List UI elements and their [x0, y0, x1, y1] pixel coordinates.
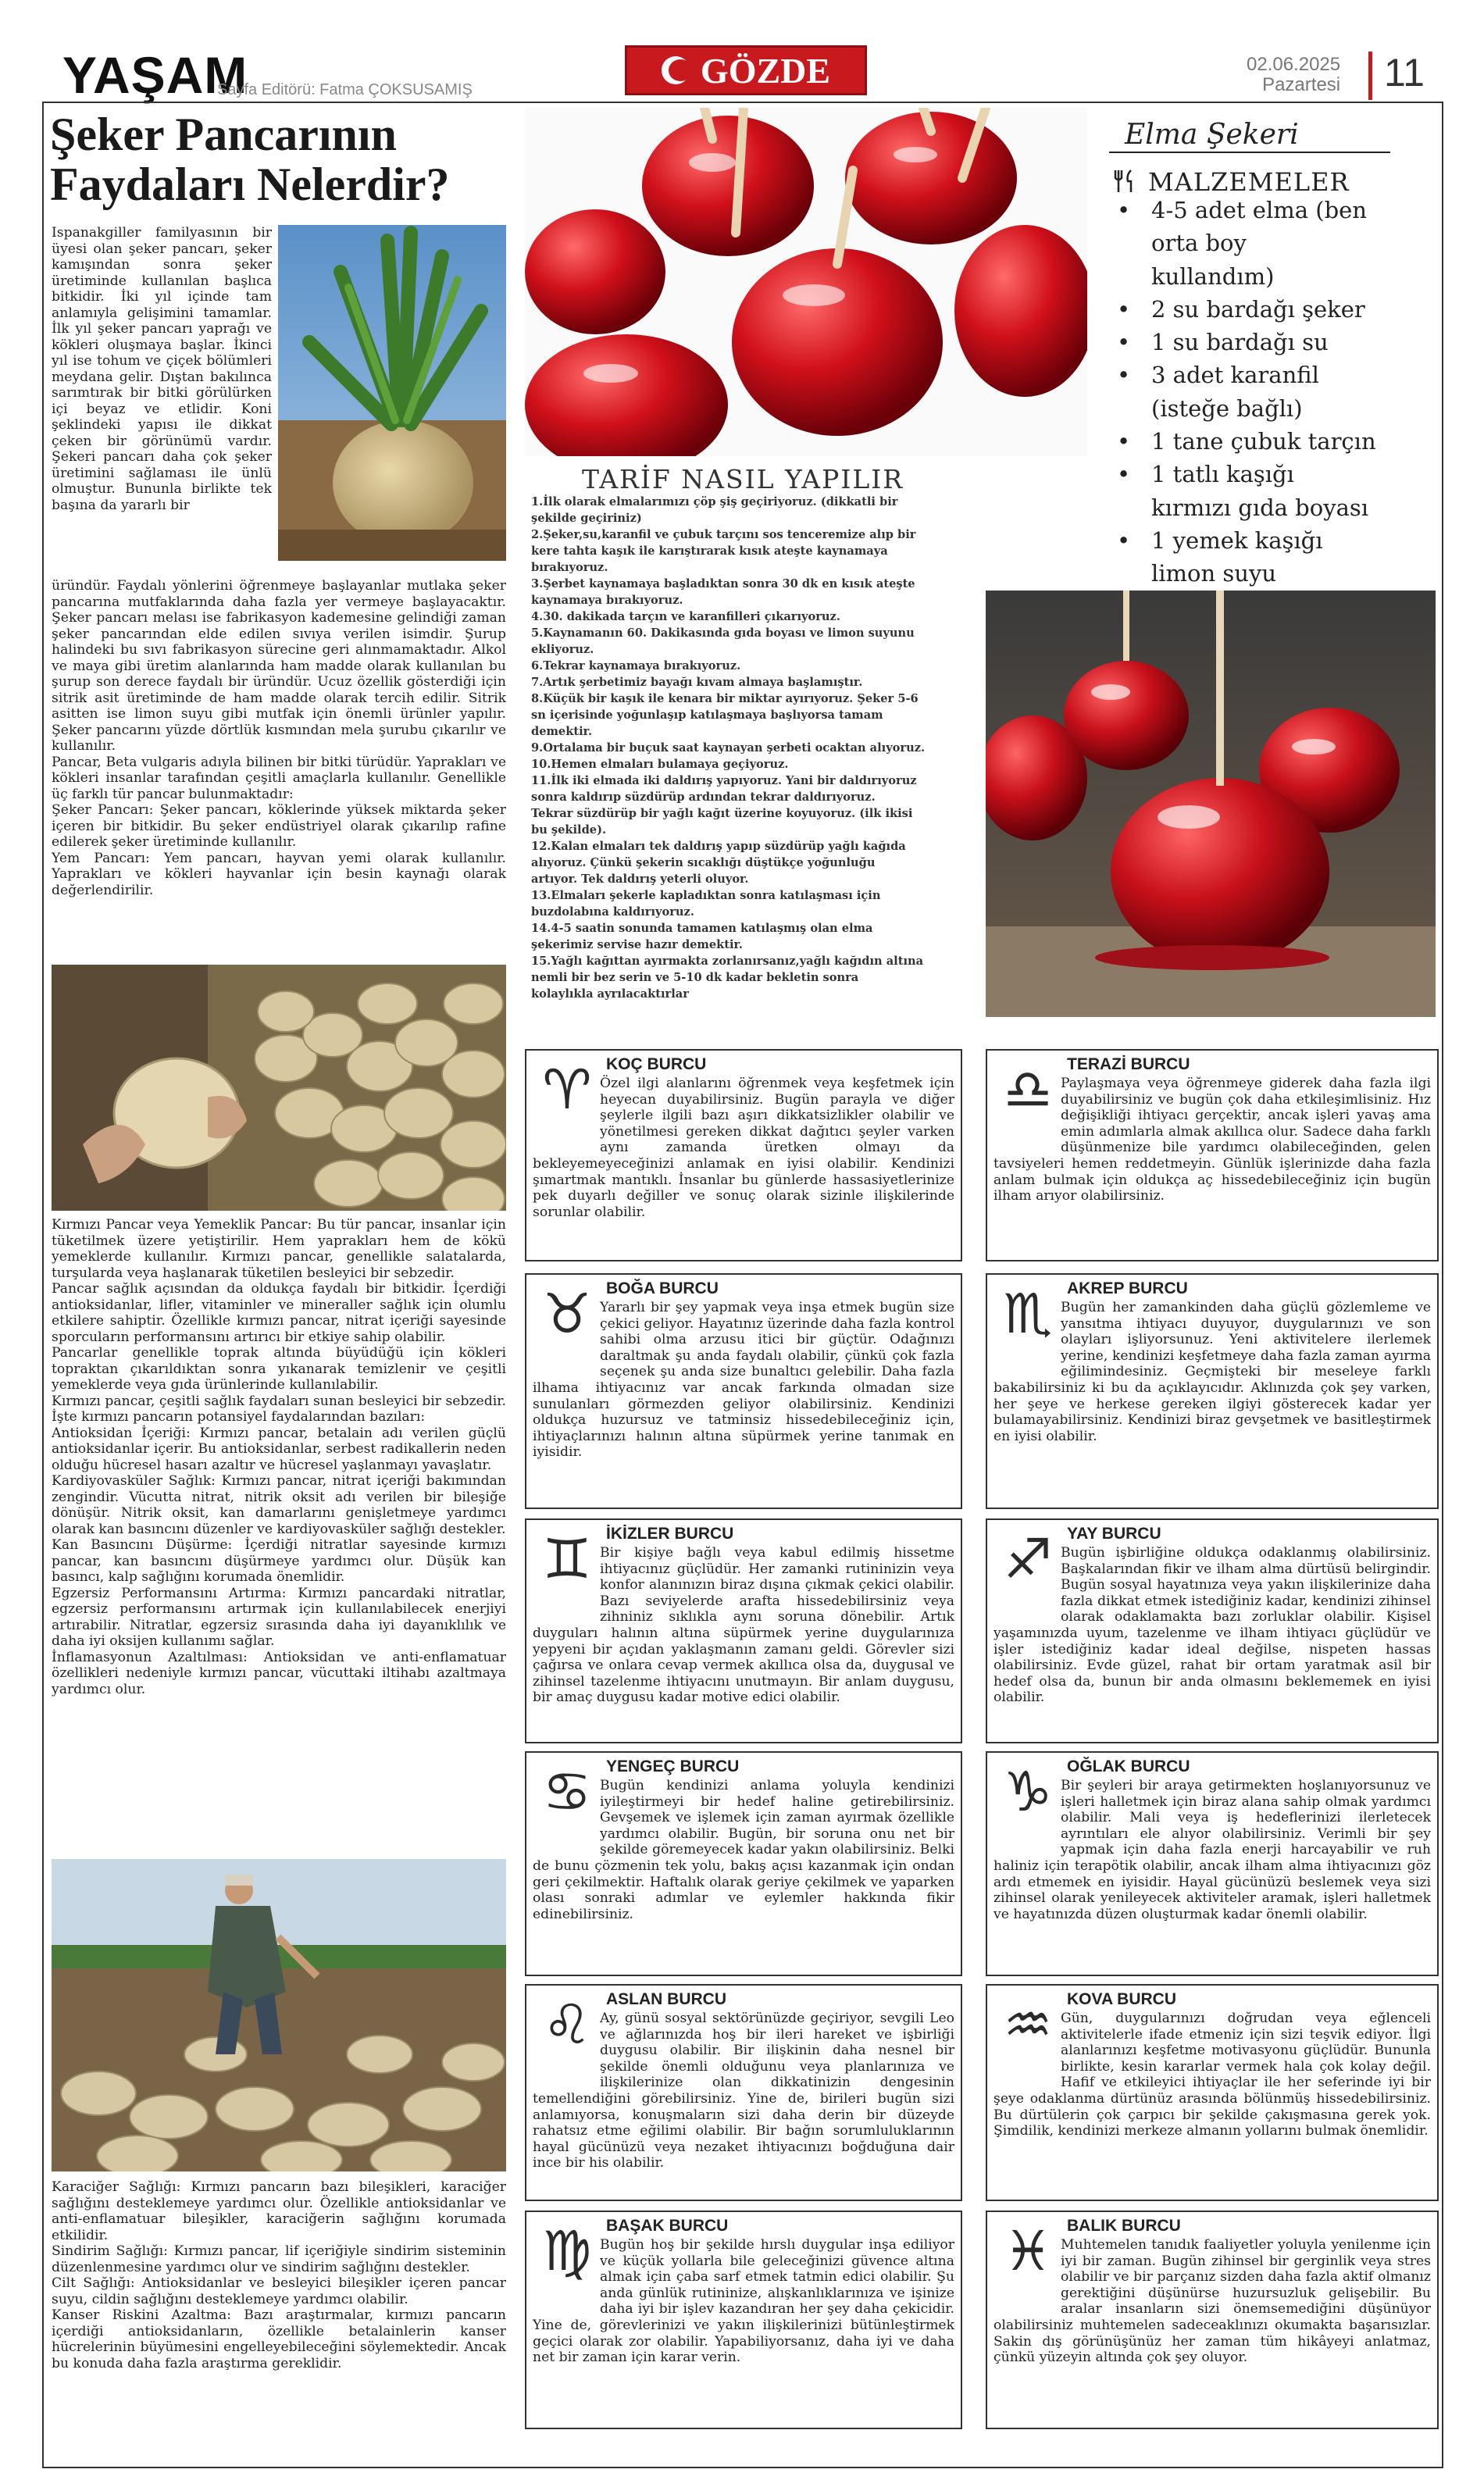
recipe-step-line: 14.4-5 saatin sonunda tamamen katılaşmış olan elma: [531, 922, 873, 935]
newspaper-logo: [625, 45, 867, 95]
horoscope-text-body: Bir kişiye bağlı veya kabul edilmiş hissetme ihtiyacınız güçlüdür. Her zamanki rutininizin veya konfor alanınızın biraz dışına çıkmak çekici olabilir. Bazı seviyelerde arafta hissedebilirsiniz veya zihniniz sıklıkla aynı soruna dönebilir. Artık duyguları halının altına süpürmek yerine duygularınıza yepyeni bir açıdan yaklaşmanın zamanı geldi. Görevler sizi çağırsa ve onlara cevap vermek akıllıca olsa da, duygusal ve zihinsel tazelenme ihtiyacını unutmayın. Bir anlam duygusu, bir amaç duygusu kadar motive edici olabilir.: [533, 1545, 954, 1706]
horoscope-box: [986, 2211, 1439, 2429]
recipe-step-line: 5.Kaynamanın 60. Dakikasında gıda boyası ve limon suyunu: [531, 626, 915, 640]
article-paragraph: Pancarlar genellikle toprak altında büyüdüğü için kökleri topraktan çıkarıldıktan sonra yıkanarak temizlenir ve çeşitli yemeklerde veya gıda ürünlerinde kullanılabilir.: [52, 1345, 506, 1393]
horoscope-sign-name: İKİZLER BURCU: [606, 1525, 734, 1543]
horoscope-text: [993, 1300, 1431, 1444]
horoscope-text-body: Bugün işbirliğine oldukça odaklanmış olabilirsiniz. Başkalarından fikir ve ilham alma dürtüsü belirgindir. Bugün sosyal hayatınıza veya yakın ilişkilerinize daha fazla dikkat etmek istediğiniz kadar, kendinizi zihinsel olarak odaklamakta bazı zorluklar olabilir. Kişisel yaşamınızda uyum, tazelenme ve ilham ihtiyacı güçlüdür ve işler istediğiniz kadar ideal değilse, nispeten hassas olabilirsiniz. Evde güzel, rahat bir ortam yaratmak asil bir hedef olsa da, bunun bir anda olmasını beklememek en iyisi olabilir.: [993, 1545, 1431, 1706]
recipe-step-line: 7.Artık şerbetimiz bayağı kıvam almaya başlamıştır.: [531, 676, 863, 689]
ingredients-list: [1117, 194, 1437, 591]
symbol-spacer: [533, 1545, 600, 1617]
article-paragraph: üründür. Faydalı yönlerini öğrenmeye başlayanlar mutlaka şeker pancarına mutfaklarında daha fazla yer vermeye başlayacaktır. Şeker pancarı melası ise fabrikasyon kademesine gelindiği zaman şeker pancarından elde edilen sıvıya verilen isimdir. Şurup halindeki bu sıvı fabrikasyon sürecine geri alınmamaktadır. Alkol ve maya gibi üretim alanlarında ham madde olarak kullanılan bu şurup son derece faydalı bir üründür. Ucuz özellik gösterdiği için sitrik asit üretiminde de ham madde olarak tercih edilir. Sitrik asitten ise limon suyu gibi mutfak için önemli ürünler yapılır. Şeker pancarını yüzde dörtlük kısmından mela şurubu çıkarılır ve kullanılır.: [52, 578, 506, 754]
article-paragraph: Sindirim Sağlığı: Kırmızı pancar, lif içeriğiyle sindirim sisteminin düzenlenmesine yardımcı olur ve sindirim sağlığını destekler.: [52, 2243, 506, 2275]
horoscope-text: [533, 1076, 954, 1220]
symbol-spacer: [533, 1778, 600, 1850]
recipe-step-line: kolaylıkla ayrılacaktırlar: [531, 987, 689, 1001]
horoscope-text-body: Özel ilgi alanlarını öğrenmek veya keşfetmek için heyecan duyabilirsiniz. Bugün parayla ve diğer şeylerle ilgili bazı aşırı dikkatsizlikler olabilir ve yönetilmesi gereken dikkat dağıtıcı şeyler varken aynı zamanda üretken olmayı da bekleyemeyeceğinizi anlamak en iyisi olabilir. Kendinizi şımartmak mantıklı. İnsanlar bu günlerde hassasiyetlerinize pek duyarlı değiller ve sonuç olarak sizinle ilişkilerinde sorunlar olabilir.: [533, 1076, 954, 1220]
horoscope-text: [993, 1545, 1431, 1706]
recipe-step-line: 8.Küçük bir kaşık ile kenara bir miktar ayırıyoruz. Şeker 5-6: [531, 692, 919, 705]
recipe-step-line: 3.Şerbet kaynamaya başladıktan sonra 30 dk en kısık ateşte: [531, 577, 915, 591]
horoscope-sign-name: BOĞA BURCU: [606, 1279, 719, 1297]
recipe-step-line: bırakıyoruz.: [531, 561, 608, 574]
horoscope-sign-name: BAŞAK BURCU: [606, 2217, 729, 2235]
aquarius-icon: ♒: [1003, 1993, 1053, 2057]
single-candy-apple-photo: [986, 591, 1436, 1017]
horoscope-text: [533, 1545, 954, 1706]
date-text: 02.06.2025: [1247, 54, 1341, 75]
virgo-icon: ♍: [542, 2219, 592, 2283]
article-paragraph: Kırmızı Pancar veya Yemeklik Pancar: Bu tür pancar, insanlar için tüketilmek üzere yetiştirilir. Hem yaprakları hem de kökü yemeklerde kullanılır. Kırmızı pancar, genellikle salatalarda, turşularda veya haşlanarak tüketilen besleyici bir sebzedir.: [52, 1217, 506, 1281]
article-paragraph: Karaciğer Sağlığı: Kırmızı pancarın bazı bileşikleri, karaciğer sağlığını desteklemeye yardımcı olur. Özellikle antioksidanlar ve anti-enflamatuar bileşikler, karaciğerin sağlığını korumada etkilidir.: [52, 2179, 506, 2243]
horoscope-box: [525, 2211, 962, 2429]
article-paragraph: Egzersiz Performansını Artırma: Kırmızı pancardaki nitratlar, egzersiz performansını artırmak için kullanılabilecek enerjiyi artırabilir. Nitratlar, egzersiz sırasında daha iyi dayanıklılık ve daha iyi oksijen kullanımı sağlar.: [52, 1585, 506, 1649]
horoscope-text: [533, 1778, 954, 1922]
recipe-step-line: Tekrar süzdürüp bir yağlı kağıt üzerine koyuyoruz. (ilk ikisi: [531, 807, 913, 820]
recipe-step-line: 1.İlk olarak elmalarımızı çöp şiş geçiriyoruz. (dikkatli bir: [531, 495, 898, 508]
recipe-step-line: demektir.: [531, 725, 593, 738]
symbol-spacer: [993, 1076, 1061, 1147]
recipe-step-line: 13.Elmaları şekerle kapladıktan sonra katılaşması için: [531, 889, 881, 902]
symbol-spacer: [533, 2237, 600, 2309]
recipe-step-line: kaynamaya bırakıyoruz.: [531, 594, 683, 607]
article-body: [52, 1217, 506, 1697]
article-paragraph: Pancar, Beta vulgaris adıyla bilinen bir bitki türüdür. Yaprakları ve kökleri insanlar tarafından çeşitli amaçlarla kullanılır. Genellikle üç farklı tür pancar bulunmaktadır:: [52, 754, 506, 802]
recipe-step-line: 4.30. dakikada tarçın ve karanfilleri çıkarıyoruz.: [531, 610, 840, 623]
weekday-text: Pazartesi: [1262, 74, 1341, 95]
recipe-step-line: şekilde geçiriniz): [531, 512, 642, 525]
recipe-step-line: sn içerisinde yoğunlaşıp katılaşmaya başlıyorsa tamam: [531, 708, 883, 722]
horoscope-text-body: Bugün hoş bir şekilde hırslı duygular inşa ediliyor ve küçük yollarla bile geleceğinizi güvence altına almak için çaba sarf etmek tatmin edici olabilir. Şu anda günlük rutininize, alışkanlıklarınıza ve işinize daha iyi bir işlev kazandıran her şey daha çekicidir. Yine de, görevlerinizi ve yakın ilişkilerinizi bütünleştirmek geçici olarak zor olabilir. Yapabiliyorsanız, daha iyi ve daha net bir zaman için karar verin.: [533, 2237, 954, 2366]
horoscope-sign-name: KOÇ BURCU: [606, 1055, 707, 1073]
ingredient-item: kullandım): [1151, 262, 1275, 290]
recipe-step-line: kere tahta kaşık ile karıştırarak kısık ateşte kaynamaya: [531, 544, 888, 558]
horoscope-text-body: Paylaşmaya veya öğrenmeye giderek daha fazla ilgi duyabilirsiniz ve bugün çok daha etkileşimlisiniz. Hız değişikliği ihtiyacı gerçektir, ancak işleri yavaş ama emin adımlarla almak akıllıca olur. Sadece daha farklı düşünmenize bile yardımcı olabileceğinden, gelen tavsiyeleri hemen reddetmeyin. Günlük işlerinizde daha fazla anlam bulmak için oldukça aç hissedebileceğiniz için bugün ilham arıyor olabilirsiniz.: [993, 1076, 1431, 1204]
logo-text: GÖZDE: [700, 50, 831, 91]
symbol-spacer: [533, 1076, 600, 1147]
horoscope-box: [986, 1984, 1439, 2201]
symbol-spacer: [993, 1778, 1061, 1850]
recipe-step-line: alıyoruz. Çünkü şekerin sıcaklığı düştükçe yoğunluğu: [531, 856, 876, 869]
horoscope-text: [533, 2237, 954, 2366]
recipe-step-line: 11.İlk iki elmada iki daldırış yapıyoruz. Yani bir daldırıyoruz: [531, 774, 917, 787]
article-title-line: Faydaları Nelerdir?: [50, 159, 450, 210]
capricorn-icon: ♑: [1003, 1760, 1053, 1824]
ingredient-item: • 1 tatlı kaşığı: [1117, 458, 1437, 491]
leo-icon: ♌: [542, 1993, 592, 2057]
section-title: YAŞAM: [62, 46, 248, 104]
recipe-step-line: buzdolabına kaldırıyoruz.: [531, 905, 694, 919]
horoscope-sign-name: KOVA BURCU: [1067, 1990, 1176, 2008]
article-paragraph: Şeker Pancarı: Şeker pancarı, köklerinde yüksek miktarda şeker içeren bir bitkidir. Bu şeker endüstriyel olarak çıkarılıp rafine edilerek şeker üretiminde kullanılır.: [52, 802, 506, 850]
horoscope-text-body: Ay, günü sosyal sektörünüzde geçiriyor, sevgili Leo ve ağlarınızda hoş bir ileri hareket ve işbirliği duygusu olabilir. Bir ilişkinin daha nesnel bir şekilde önemli olduğunu veya planlarınıza ve ilişkilerinize olan dikkatinizin dengesinin temellendiğini görebilirsiniz. Yine de, birileri bugün sizi anlamıyorsa, konuşmaların sizi daha derin bir düzeyde rahatsız etme eğilimi olabilir. Bir bağın sorumluluklarının hayal gücünüzü veya nezaket ihtiyacınızı boğduğuna dair ince bir his olabilir.: [533, 2011, 954, 2171]
horoscope-text-body: Bugün her zamankinden daha güçlü gözlemleme ve yansıtma ihtiyacı duyuyor, duygularınızı ve son olayları işliyorsunuz. Yeni aktivitelere ilerlemek yerine, kendinizi keşfetmeye daha fazla zaman ayırma eğilimindesiniz. Geçmişteki bir meseleye farklı bakabilirsiniz ki bu da açıklayıcıdır. Aklınızda çok şey varken, her şeye ve herkese gereken ilgiyi gösterecek kadar yer bulamayabilirsiniz. Kendinizi biraz gevşetmek ve basitleştirmek en iyisi olabilir.: [993, 1300, 1431, 1444]
horoscope-sign-name: YENGEÇ BURCU: [606, 1757, 740, 1775]
article-paragraph: Kardiyovasküler Sağlık: Kırmızı pancar, nitrat içeriği bakımından zengindir. Vücutta nitrat, nitrik oksit adı verilen bir bileşiğe dönüşür. Nitrik oksit, kan damarlarını genişletmeye yardımcı olarak kan basıncını düzenler ve kardiyovasküler sağlığı destekler.: [52, 1473, 506, 1537]
ingredient-item: • 1 yemek kaşığı: [1117, 524, 1437, 557]
article-paragraph: Cilt Sağlığı: Antioksidanlar ve besleyici bileşikler içeren pancar suyu, cildin sağlığını desteklemeye yardımcı olabilir.: [52, 2275, 506, 2307]
cutlery-icon: [1112, 169, 1139, 195]
symbol-spacer: [993, 2237, 1061, 2309]
horoscope-text-body: Bir şeyleri bir araya getirmekten hoşlanıyorsunuz ve işleri halletmek için biraz alana sahip olmak yardımcı olabilir. Mali veya iş hedeflerinizi ilerletecek ayrıntıları ele alıyor olabilirsiniz. Verimli bir şey yapmak için daha fazla enerji harcayabilir ve ruh haliniz için terapötik olabilir, ancak ilham alma ihtiyacınızı göz ardı etmemek en iyisidir. Hayal gücünüzü beslemek veya sizi zihinsel olarak yenileyecek aktiviteler aramak, işleri halletmek ve hayatınızda düzen oluşturmak kadar önemli olabilir.: [993, 1778, 1431, 1922]
ingredient-item: orta boy: [1151, 230, 1247, 257]
ingredient-item: • 4-5 adet elma (ben: [1117, 194, 1437, 227]
symbol-spacer: [993, 2011, 1061, 2082]
horoscope-box: [525, 1984, 962, 2201]
horoscope-text: [533, 2011, 954, 2171]
method-steps: [531, 494, 945, 1002]
ingredient-item: kırmızı gıda boyası: [1151, 494, 1369, 521]
gemini-icon: ♊: [542, 1527, 592, 1591]
horoscope-text: [533, 1300, 954, 1461]
recipe-step-line: artıyor. Tek daldırış yeterli oluyor.: [531, 872, 749, 886]
ingredients-heading: MALZEMELER: [1148, 167, 1350, 197]
ingredient-item: • 2 su bardağı şeker: [1117, 293, 1437, 326]
recipe-step-line: ekliyoruz.: [531, 643, 594, 656]
symbol-spacer: [993, 1545, 1061, 1617]
horoscope-box: [525, 1273, 962, 1509]
farmer-harvest-photo: [52, 1859, 506, 2171]
article-title: [50, 109, 511, 209]
horoscope-box: [986, 1273, 1439, 1509]
horoscope-box: [525, 1049, 962, 1261]
horoscope-sign-name: BALIK BURCU: [1067, 2217, 1181, 2235]
horoscope-box: [986, 1049, 1439, 1261]
article-title-line: Şeker Pancarının: [50, 109, 397, 160]
horoscope-box: [986, 1518, 1439, 1743]
ingredient-item: limon suyu: [1151, 560, 1277, 587]
horoscope-text-body: Bugün kendinizi anlama yoluyla kendinizi iyileştirmeyi bir hedef haline getirebilirsiniz. Gevşemek ve işlemek için zaman ayırmak özellikle yardımcı olabilir. Bugün, bir soruna onu net bir şekilde göremeyecek kadar yakın olabilirsiniz. Belki de bunu çözmenin tek yolu, bakış açısı kazanmak için ondan geri çekilmektir. Haftalık olarak geriye çekilmek ve yaparken olası sonraki adımlar ve eylemler hakkında fikir edinebilirsiniz.: [533, 1778, 954, 1922]
recipe-step-line: 15.Yağlı kağıttan ayırmakta zorlanırsanız,yağlı kağıdın altına: [531, 955, 924, 968]
recipe-step-line: nemli bir bez serin ve 5-10 dk kadar bekletin sonra: [531, 971, 859, 984]
cancer-icon: ♋: [542, 1760, 592, 1824]
pisces-icon: ♓: [1003, 2219, 1053, 2283]
horoscope-sign-name: OĞLAK BURCU: [1067, 1757, 1190, 1775]
horoscope-text-body: Yararlı bir şey yapmak veya inşa etmek bugün size çekici geliyor. Hayatınız üzerinde daha fazla kontrol sahibi olma arzusu itici bir güçtür. Odağınızı daraltmak şu anda faydalı olabilir, çünkü çok fazla seçenek şu anda size bunaltıcı gelebilir. Daha fazla ilhama ihtiyacınız var ancak farkında olmadan size sunulanları görmezden geliyor olabilirsiniz. Kendinizi oldukça huzursuz ve tatminsiz hissedebileceğiniz için, ihtiyaçlarınızı halının altına süpürmek yerine tanımak en iyisidir.: [533, 1300, 954, 1461]
recipe-title-underline: [1109, 152, 1390, 153]
recipe-step-line: bu şekilde).: [531, 823, 607, 837]
article-paragraph: Ispanakgiller familyasının bir üyesi olan şeker pancarı, şeker kamışından sonra şeker üretiminde kullanılan başlıca bitkidir. İki yıl içinde tam anlamıyla gelişimini tamamlar. İlk yıl şeker pancarı yaprağı ve kökleri oluşmaya başlar. İkinci yıl ise tohum ve çiçek bölümleri meydana gelir. Dıştan bakılınca sarımtırak bir bitki görülürken içi beyaz ve etlidir. Koni şeklindeki yapısı ile dikkat çeken bir görünümü vardır. Şekeri pancarı daha çok şeker üretimini sağlaması ile ünlü olmuştur. Bununla birlikte tek başına da yararlı bir: [52, 225, 272, 513]
article-paragraph: Pancar sağlık açısından da oldukça faydalı bir bitkidir. İçerdiği antioksidanlar, lifler, vitaminler ve mineraller sağlık için olumlu etkilere sahiptir. Özellikle kırmızı pancar, nitrat içeriği sayesinde sporcuların performansını artırıcı bir etkiye sahip olabilir.: [52, 1281, 506, 1345]
horoscope-text: [993, 1778, 1431, 1922]
article-paragraph: Kan Basıncını Düşürme: İçerdiği nitratlar sayesinde kırmızı pancar, kan basıncını düşürmeye yardımcı olur. Düşük kan basıncı, kalp sağlığını korumada önemlidir.: [52, 1537, 506, 1585]
horoscope-text: [993, 2011, 1431, 2139]
horoscope-text-body: Gün, duygularınızı doğrudan veya eğlenceli aktivitelerle ifade etmeniz için sizi teşvik ediyor. İlgi alanlarınızı keşfetme motivasyonu güçlüdür. Bununla birlikte, kesin kararlar vermek hala çok kolay değil. Hafif ve etkileyici ihtiyaçlar ile her seferinde iyi bir şeye odaklanma dürtünüz arasında bölünmüş hissedebilirsiniz. Bu dürtülerin çok çarpıcı bir şekilde çakışmasına gerek yok. Şimdilik, kendinizi merkeze almanın yollarını bulmak önemlidir.: [993, 2011, 1431, 2139]
taurus-icon: ♉: [542, 1282, 592, 1346]
header-divider: [1368, 52, 1372, 100]
sagittarius-icon: ♐: [1003, 1527, 1053, 1591]
method-heading: TARİF NASIL YAPILIR: [582, 464, 904, 494]
ingredient-item: • 1 tane çubuk tarçın: [1117, 425, 1437, 458]
horoscope-text: [993, 1076, 1431, 1204]
article-paragraph: İnflamasyonun Azaltılması: Antioksidan ve anti-enflamatuar özellikleri nedeniyle kırmızı pancar, vücuttaki iltihabı azaltmaya yardımcı olur.: [52, 1649, 506, 1697]
horoscope-box: [525, 1518, 962, 1743]
page-editor: Sayfa Editörü: Fatma ÇOKSUSAMIŞ: [217, 81, 473, 98]
article-paragraph: Yem Pancarı: Yem pancarı, hayvan yemi olarak kullanılır. Yaprakları ve kökleri hayvanlar için besin kaynağı olarak değerlendirilir.: [52, 850, 506, 898]
recipe-step-line: 2.Şeker,su,karanfil ve çubuk tarçını sos tenceremize alıp bir: [531, 528, 916, 541]
ingredient-item: (isteğe bağlı): [1151, 394, 1303, 422]
recipe-step-line: şekerimiz servise hazır demektir.: [531, 938, 743, 951]
issue-date: [1247, 55, 1340, 95]
horoscope-sign-name: TERAZİ BURCU: [1067, 1055, 1190, 1073]
symbol-spacer: [533, 1300, 600, 1372]
scorpio-icon: ♏: [1003, 1282, 1053, 1346]
horoscope-sign-name: YAY BURCU: [1067, 1525, 1161, 1543]
ingredient-item: • 1 su bardağı su: [1117, 326, 1437, 359]
recipe-step-line: 10.Hemen elmaları bulamaya geçiyoruz.: [531, 758, 789, 771]
libra-icon: ♎: [1003, 1058, 1053, 1122]
recipe-step-line: sonra kaldırıp süzdürüp ardından tekrar daldırıyoruz.: [531, 790, 876, 804]
recipe-title: Elma Şekeri: [1125, 119, 1299, 151]
horoscope-sign-name: AKREP BURCU: [1067, 1279, 1188, 1297]
recipe-step-line: 12.Kalan elmaları tek daldırış yapıp süzdürüp yağlı kağıda: [531, 840, 906, 853]
horoscope-text-body: Muhtemelen tanıdık faaliyetler yoluyla yenilenme için iyi bir zaman. Bugün zihinsel bir gerginlik veya stres olabilir ve bir parçanız sizden daha fazla aktif olmanız gerektiğini düşünürse huzursuzluk gelişebilir. Bu aralar insanların sizi önemsemediğini düşünüyor olabilirsiniz muhtemelen sadeceaklınızı okumakta başarısızlar. Sakin dış görünüşünüz her zaman tüm hikâyeyi anlatmaz, çünkü yüzeyin altında çok şey oluyor.: [993, 2237, 1431, 2366]
recipe-step-line: 6.Tekrar kaynamaya bırakıyoruz.: [531, 659, 741, 673]
article-paragraph: Kırmızı pancar, çeşitli sağlık faydaları sunan besleyici bir sebzedir. İşte kırmızı pancarın potansiyel faydalarından bazıları:: [52, 1393, 506, 1425]
horoscope-text: [993, 2237, 1431, 2366]
crescent-moon-icon: [662, 56, 690, 84]
symbol-spacer: [533, 2011, 600, 2082]
page-number: 11: [1384, 51, 1425, 95]
sugar-beet-field-photo: [278, 225, 506, 561]
horoscope-box: [986, 1751, 1439, 1976]
article-paragraph: Antioksidan İçeriği: Kırmızı pancar, betalain adı verilen güçlü antioksidanlar içerir. Bu antioksidanlar, serbest radikallerin neden olduğu hücresel hasarı azaltır ve hücresel yaşlanmayı yavaşlatır.: [52, 1425, 506, 1473]
horoscope-box: [525, 1751, 962, 1976]
symbol-spacer: [993, 1300, 1061, 1372]
horoscope-sign-name: ASLAN BURCU: [606, 1990, 726, 2008]
article-paragraph: Kanser Riskini Azaltma: Bazı araştırmalar, kırmızı pancarın içerdiği antioksidanların, özellikle betalainlerin kanser hücrelerinin büyümesini engelleyebileceğini söylemektedir. Ancak bu konuda daha fazla araştırma gereklidir.: [52, 2307, 506, 2371]
article-body: [52, 2179, 506, 2371]
recipe-step-line: 9.Ortalama bir buçuk saat kaynayan şerbeti ocaktan alıyoruz.: [531, 741, 926, 755]
ingredient-item: • 3 adet karanfil: [1117, 359, 1437, 391]
harvested-beets-photo: [52, 965, 506, 1211]
article-body: [52, 578, 506, 898]
aries-icon: ♈: [542, 1058, 592, 1122]
candy-apples-photo: [525, 108, 1087, 456]
